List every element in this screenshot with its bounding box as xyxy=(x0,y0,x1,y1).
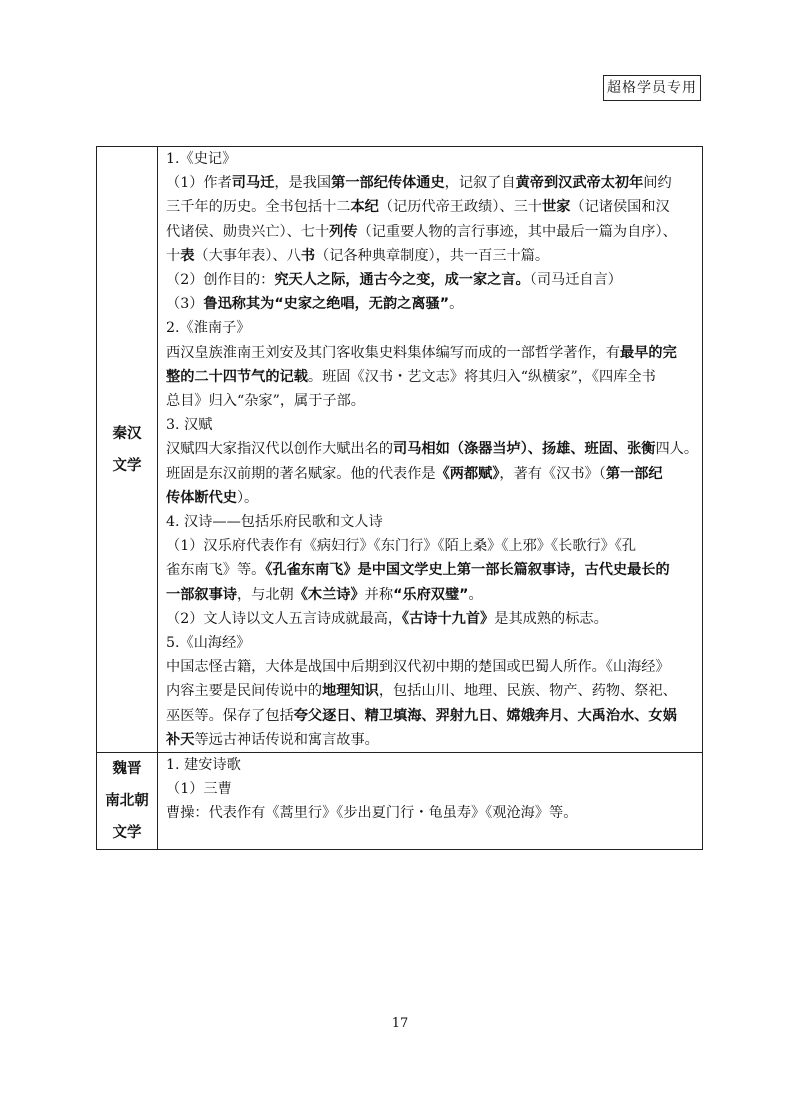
student-only-badge: 超格学员专用 xyxy=(603,75,701,101)
content-cell xyxy=(158,147,703,753)
text-run: 西汉皇族淮南王刘安及其门客收集史料集体编写而成的一部哲学著作，有 xyxy=(166,344,621,361)
text-run: ，是我国 xyxy=(274,175,332,192)
content-line xyxy=(166,777,696,801)
period-label: 魏晋 xyxy=(112,761,142,778)
text-run: 并称 xyxy=(364,586,394,603)
bold-text: 补天 xyxy=(166,731,195,748)
bold-text: 整的二十四节气的记载 xyxy=(166,368,308,385)
bold-text: 列传 xyxy=(329,223,358,240)
text-run: 三千年的历史。全书包括十二 xyxy=(166,199,351,216)
bold-text: 地理知识 xyxy=(322,683,379,700)
text-run: ，著有《汉书》（ xyxy=(499,465,606,482)
content-line xyxy=(166,583,696,607)
bold-text: “乐府双璧” xyxy=(393,586,469,603)
bold-text: 传体断代史 xyxy=(166,489,237,506)
period-cell xyxy=(97,753,158,850)
text-run: 内容主要是民间传说中的 xyxy=(166,683,323,700)
text-run: （2）创作目的： xyxy=(166,272,275,289)
content-line xyxy=(166,413,696,437)
text-run: 中国志怪古籍，大体是战国中后期到汉代初中期的楚国或巴蜀人所作。《山海经》 xyxy=(166,659,670,676)
content-line xyxy=(166,244,696,268)
content-line xyxy=(166,389,696,413)
text-run: 曹操：代表作有《蒿里行》《步出夏门行・龟虽寿》《观沧海》等。 xyxy=(166,805,578,822)
content-line xyxy=(166,801,696,825)
content-line xyxy=(166,171,696,195)
text-run: 。班固《汉书・艺文志》将其归入“纵横家”，《四库全书 xyxy=(307,368,656,385)
bold-text: 黄帝到汉武帝太初年 xyxy=(515,175,644,192)
content-line xyxy=(166,655,696,679)
text-run: ）。 xyxy=(236,489,259,506)
text-run: 代诸侯、勋贵兴亡）、七十 xyxy=(166,223,330,240)
bold-text: 第一部纪传体通史 xyxy=(331,175,445,192)
text-run: 等远古神话传说和寓言故事。 xyxy=(194,731,379,748)
bold-text: 司马相如（涤器当垆）、扬雄、班固、张衡 xyxy=(393,441,656,458)
text-run: （记诸侯国和汉 xyxy=(570,199,670,216)
text-run: ，记叙了自 xyxy=(444,175,516,192)
table-row xyxy=(97,147,703,753)
text-run: 1. 建安诗歌 xyxy=(166,757,241,774)
bold-text: 一部叙事诗 xyxy=(166,586,237,603)
bold-text: 《木兰诗》 xyxy=(293,586,365,603)
text-run: 1.《史记》 xyxy=(166,151,237,167)
content-line xyxy=(166,486,696,510)
table-body xyxy=(97,147,703,850)
content-line xyxy=(166,147,696,171)
bold-text: 书 xyxy=(300,247,316,264)
text-run: （司马迁自言） xyxy=(529,272,622,289)
content-line xyxy=(166,268,696,292)
text-run: 。 xyxy=(449,296,464,313)
text-run: （记重要人物的言行事迹，其中最后一篇为自序）、 xyxy=(357,223,677,240)
period-label: 文学 xyxy=(112,457,142,474)
bold-text: 夸父逐日、精卫填海、羿射九日、嫦娥奔月、大禹治水、女娲 xyxy=(293,707,677,724)
text-run: （记各种典章制度），共一百三十篇。 xyxy=(315,247,550,264)
text-run: （大事年表）、八 xyxy=(194,247,301,264)
bold-text: 《两都赋》 xyxy=(435,465,500,482)
content-line xyxy=(166,316,696,340)
content-line xyxy=(166,753,696,777)
content-line xyxy=(166,437,699,461)
content-line xyxy=(166,292,696,316)
bold-text: 最早的完 xyxy=(620,344,677,361)
content-line xyxy=(166,558,696,582)
table-row xyxy=(97,753,703,850)
content-cell xyxy=(158,753,703,850)
period-label: 南北朝 xyxy=(105,793,149,810)
bold-text: 第一部纪 xyxy=(605,465,663,482)
bold-text: 世家 xyxy=(542,199,571,216)
content-line xyxy=(166,534,696,558)
content-line xyxy=(166,510,696,534)
text-run: 班固是东汉前期的著名赋家。他的代表作是 xyxy=(166,465,436,482)
text-run: （3） xyxy=(166,296,204,313)
content-line xyxy=(166,728,696,752)
page-number: 17 xyxy=(391,1016,409,1031)
content-line xyxy=(166,462,696,486)
text-run: 2.《淮南子》 xyxy=(166,320,251,337)
content-line xyxy=(166,365,696,389)
text-run: 4. 汉诗——包括乐府民歌和文人诗 xyxy=(166,514,383,531)
text-run: 雀东南飞》等。 xyxy=(166,562,266,579)
bold-text: 本纪 xyxy=(350,199,379,216)
text-run: ，与北朝 xyxy=(236,586,294,603)
text-run: 巫医等。保存了包括 xyxy=(166,707,294,724)
text-run: 间约 xyxy=(643,175,672,192)
text-run: 5.《山海经》 xyxy=(166,635,251,652)
bold-text: 究天人之际，通古今之变，成一家之言。 xyxy=(274,272,530,289)
text-run: （1）三曹 xyxy=(166,781,232,798)
text-run: 四人。 xyxy=(655,441,699,458)
text-run: ，包括山川、地理、民族、物产、药物、祭祀、 xyxy=(378,683,677,700)
text-run: 。 xyxy=(468,586,483,603)
literature-table xyxy=(96,146,703,850)
bold-text: 《古诗十九首》 xyxy=(402,610,495,627)
text-run: 十 xyxy=(166,247,181,264)
content-line xyxy=(166,679,696,703)
bold-text: 鲁迅称其为“史家之绝唱，无韵之离骚” xyxy=(203,296,450,313)
text-run: （2）文人诗以文人五言诗成就最高， xyxy=(166,610,403,627)
content-line xyxy=(166,704,696,728)
bold-text: 《孔雀东南飞》是中国文学史上第一部长篇叙事诗，古代史最长的 xyxy=(265,562,670,579)
text-run: （1）汉乐府代表作有《病妇行》《东门行》《陌上桑》《上邪》《长歌行》《孔 xyxy=(166,538,637,555)
period-label: 秦汉 xyxy=(112,425,142,442)
text-run: 是其成熟的标志。 xyxy=(494,610,608,627)
text-run: 总目》归入“杂家”，属于子部。 xyxy=(166,393,365,410)
content-line xyxy=(166,607,696,631)
text-run: 汉赋四大家指汉代以创作大赋出名的 xyxy=(166,441,394,458)
bold-text: 司马迁 xyxy=(231,175,275,192)
content-line xyxy=(166,195,696,219)
bold-text: 表 xyxy=(180,247,195,264)
text-run: 3. 汉赋 xyxy=(166,417,213,434)
text-run: （1）作者 xyxy=(166,175,232,192)
period-cell xyxy=(97,147,158,753)
period-label: 文学 xyxy=(112,825,142,842)
content-line xyxy=(166,631,696,655)
text-run: （记历代帝王政绩）、三十 xyxy=(378,199,542,216)
content-line xyxy=(166,220,696,244)
content-line xyxy=(166,341,696,365)
